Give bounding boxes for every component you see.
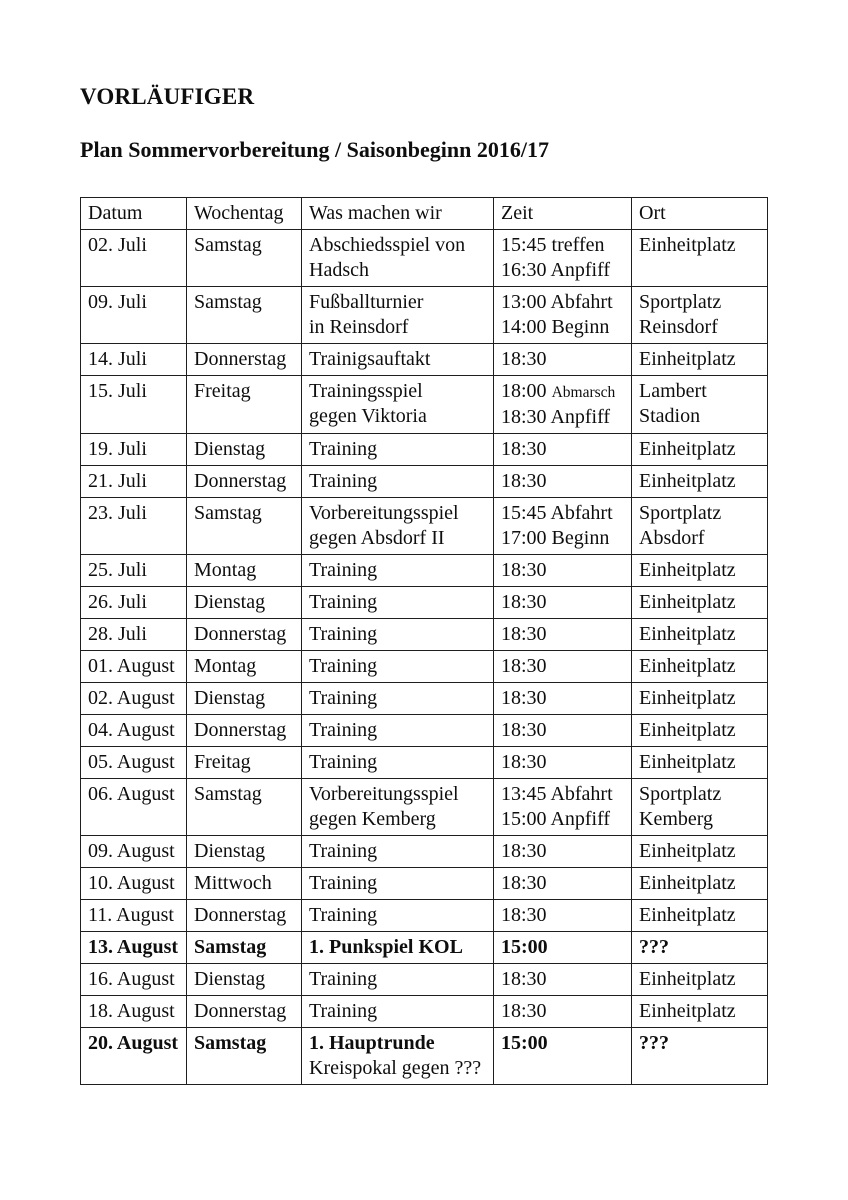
col-header-zeit: Zeit — [494, 198, 632, 230]
table-row — [81, 498, 768, 555]
cell-line: Training — [309, 719, 378, 741]
cell-datum: 09. August — [81, 836, 187, 868]
cell-line: 18:30 — [501, 872, 547, 894]
cell-line: Vorbereitungsspiel — [309, 502, 459, 524]
cell-zeit — [494, 1028, 632, 1085]
table-header-row — [81, 198, 768, 230]
cell-line: Training — [309, 751, 378, 773]
cell-datum: 02. Juli — [81, 230, 187, 287]
cell-datum: 15. Juli — [81, 376, 187, 434]
cell-zeit — [494, 868, 632, 900]
cell-wochentag: Montag — [187, 555, 302, 587]
cell-wochentag: Samstag — [187, 779, 302, 836]
cell-aktion — [302, 498, 494, 555]
table-row — [81, 996, 768, 1028]
cell-line: Einheitplatz — [639, 719, 736, 741]
cell-line: Einheitplatz — [639, 840, 736, 862]
cell-aktion — [302, 1028, 494, 1085]
cell-line: Einheitplatz — [639, 751, 736, 773]
cell-ort — [632, 619, 768, 651]
cell-ort — [632, 587, 768, 619]
cell-ort — [632, 932, 768, 964]
cell-datum: 09. Juli — [81, 287, 187, 344]
cell-wochentag: Donnerstag — [187, 466, 302, 498]
cell-datum: 05. August — [81, 747, 187, 779]
cell-wochentag: Donnerstag — [187, 715, 302, 747]
cell-zeit — [494, 587, 632, 619]
cell-aktion — [302, 779, 494, 836]
cell-zeit — [494, 932, 632, 964]
cell-line: Kreispokal gegen ??? — [309, 1057, 482, 1079]
cell-line: 18:30 — [501, 1000, 547, 1022]
cell-datum: 20. August — [81, 1028, 187, 1085]
cell-wochentag: Samstag — [187, 498, 302, 555]
table-row — [81, 868, 768, 900]
cell-line: 15:00 — [501, 1032, 548, 1054]
cell-aktion — [302, 287, 494, 344]
cell-datum: 16. August — [81, 964, 187, 996]
cell-line: 14:00 Beginn — [501, 316, 610, 338]
cell-datum: 21. Juli — [81, 466, 187, 498]
cell-line: 1. Punkspiel KOL — [309, 936, 463, 958]
cell-aktion — [302, 434, 494, 466]
cell-line: Einheitplatz — [639, 1000, 736, 1022]
cell-ort — [632, 651, 768, 683]
table-row — [81, 587, 768, 619]
cell-aktion — [302, 996, 494, 1028]
cell-aktion — [302, 344, 494, 376]
cell-line: 18:30 — [501, 348, 547, 370]
cell-zeit — [494, 555, 632, 587]
cell-line: Einheitplatz — [639, 904, 736, 926]
cell-wochentag: Donnerstag — [187, 344, 302, 376]
cell-line: ??? — [639, 1032, 669, 1054]
cell-datum: 18. August — [81, 996, 187, 1028]
cell-line: gegen Kemberg — [309, 808, 436, 830]
cell-ort — [632, 344, 768, 376]
cell-text-small: Abmarsch — [551, 384, 616, 401]
cell-line: Einheitplatz — [639, 623, 736, 645]
col-header-ort: Ort — [632, 198, 768, 230]
cell-line: gegen Absdorf II — [309, 527, 445, 549]
table-row — [81, 344, 768, 376]
cell-line: Stadion — [639, 405, 701, 427]
cell-zeit — [494, 836, 632, 868]
cell-wochentag: Dienstag — [187, 434, 302, 466]
cell-line: Hadsch — [309, 259, 369, 281]
cell-datum: 13. August — [81, 932, 187, 964]
cell-text: 18:00 — [501, 380, 552, 402]
cell-aktion — [302, 868, 494, 900]
cell-aktion — [302, 836, 494, 868]
cell-line: Einheitplatz — [639, 470, 736, 492]
cell-ort — [632, 230, 768, 287]
cell-datum: 23. Juli — [81, 498, 187, 555]
cell-line: 15:45 Abfahrt — [501, 502, 613, 524]
cell-line: Abschiedsspiel von — [309, 234, 466, 256]
cell-line: Einheitplatz — [639, 655, 736, 677]
cell-line: 17:00 Beginn — [501, 527, 610, 549]
cell-aktion — [302, 900, 494, 932]
table-row — [81, 683, 768, 715]
cell-ort — [632, 836, 768, 868]
cell-zeit — [494, 747, 632, 779]
cell-line: 18:30 — [501, 904, 547, 926]
cell-zeit — [494, 287, 632, 344]
cell-zeit — [494, 619, 632, 651]
cell-line: Training — [309, 872, 378, 894]
cell-aktion — [302, 555, 494, 587]
cell-line: Training — [309, 655, 378, 677]
cell-line: 18:30 Anpfiff — [501, 406, 611, 428]
table-row — [81, 230, 768, 287]
cell-line: 15:45 treffen — [501, 234, 605, 256]
schedule-table — [80, 197, 768, 1085]
cell-datum: 10. August — [81, 868, 187, 900]
table-row — [81, 619, 768, 651]
cell-datum: 01. August — [81, 651, 187, 683]
cell-line: Training — [309, 559, 378, 581]
cell-line: Sportplatz — [639, 502, 722, 524]
cell-wochentag: Dienstag — [187, 683, 302, 715]
cell-line: Einheitplatz — [639, 968, 736, 990]
cell-wochentag: Freitag — [187, 747, 302, 779]
cell-line: Trainingsspiel — [309, 380, 423, 402]
cell-ort — [632, 376, 768, 434]
cell-line: 18:30 — [501, 559, 547, 581]
cell-line: Einheitplatz — [639, 438, 736, 460]
cell-line: Training — [309, 623, 378, 645]
cell-line: Training — [309, 687, 378, 709]
cell-ort — [632, 555, 768, 587]
document-subtitle: Plan Sommervorbereitung / Saisonbeginn 2016/17 — [80, 137, 549, 162]
cell-line: 18:30 — [501, 719, 547, 741]
cell-ort — [632, 434, 768, 466]
cell-wochentag: Montag — [187, 651, 302, 683]
cell-line: 16:30 Anpfiff — [501, 259, 611, 281]
cell-zeit — [494, 376, 632, 434]
cell-zeit — [494, 779, 632, 836]
cell-wochentag: Dienstag — [187, 964, 302, 996]
cell-ort — [632, 996, 768, 1028]
cell-datum: 19. Juli — [81, 434, 187, 466]
col-header-datum: Datum — [81, 198, 187, 230]
cell-wochentag: Samstag — [187, 230, 302, 287]
cell-wochentag: Samstag — [187, 932, 302, 964]
cell-line: Absdorf — [639, 527, 705, 549]
cell-wochentag: Donnerstag — [187, 619, 302, 651]
cell-line: 18:30 — [501, 623, 547, 645]
cell-ort — [632, 747, 768, 779]
cell-ort — [632, 779, 768, 836]
cell-line: 18:30 — [501, 840, 547, 862]
cell-line: Einheitplatz — [639, 348, 736, 370]
cell-wochentag: Mittwoch — [187, 868, 302, 900]
cell-datum: 02. August — [81, 683, 187, 715]
cell-line: Sportplatz — [639, 783, 722, 805]
table-row — [81, 964, 768, 996]
cell-zeit — [494, 964, 632, 996]
cell-zeit — [494, 683, 632, 715]
table-body — [81, 230, 768, 1085]
cell-wochentag: Donnerstag — [187, 996, 302, 1028]
cell-line: Training — [309, 591, 378, 613]
cell-aktion — [302, 932, 494, 964]
cell-line: Sportplatz — [639, 291, 722, 313]
cell-line: 1. Hauptrunde — [309, 1032, 435, 1054]
cell-datum: 04. August — [81, 715, 187, 747]
cell-line: 15:00 Anpfiff — [501, 808, 611, 830]
cell-zeit — [494, 434, 632, 466]
cell-zeit — [494, 900, 632, 932]
cell-line: 18:30 — [501, 968, 547, 990]
cell-ort — [632, 683, 768, 715]
cell-line: Training — [309, 904, 378, 926]
cell-wochentag: Donnerstag — [187, 900, 302, 932]
cell-datum: 25. Juli — [81, 555, 187, 587]
cell-line: Lambert — [639, 380, 707, 402]
cell-line: Trainigsauftakt — [309, 348, 431, 370]
cell-datum: 06. August — [81, 779, 187, 836]
table-row — [81, 715, 768, 747]
cell-line: 18:30 — [501, 438, 547, 460]
cell-wochentag: Dienstag — [187, 836, 302, 868]
cell-aktion — [302, 715, 494, 747]
cell-zeit — [494, 715, 632, 747]
cell-aktion — [302, 376, 494, 434]
cell-line: Training — [309, 438, 378, 460]
cell-line: 18:30 — [501, 687, 547, 709]
col-header-wochentag: Wochentag — [187, 198, 302, 230]
cell-line: gegen Viktoria — [309, 405, 427, 427]
table-row — [81, 555, 768, 587]
table-row — [81, 1028, 768, 1085]
cell-ort — [632, 715, 768, 747]
cell-line: Einheitplatz — [639, 559, 736, 581]
cell-zeit — [494, 651, 632, 683]
cell-ort — [632, 498, 768, 555]
cell-wochentag: Samstag — [187, 287, 302, 344]
cell-line: Training — [309, 1000, 378, 1022]
table-row — [81, 651, 768, 683]
col-header-aktion: Was machen wir — [302, 198, 494, 230]
table-row — [81, 900, 768, 932]
cell-aktion — [302, 964, 494, 996]
cell-line: Kemberg — [639, 808, 714, 830]
cell-aktion — [302, 230, 494, 287]
table-row — [81, 434, 768, 466]
cell-line: ??? — [639, 936, 669, 958]
cell-zeit — [494, 230, 632, 287]
table-row — [81, 466, 768, 498]
table-row — [81, 287, 768, 344]
cell-line: 15:00 — [501, 936, 548, 958]
cell-line: Reinsdorf — [639, 316, 718, 338]
cell-line: 18:30 — [501, 655, 547, 677]
table-row — [81, 932, 768, 964]
cell-wochentag: Samstag — [187, 1028, 302, 1085]
cell-aktion — [302, 619, 494, 651]
table-header — [81, 198, 768, 230]
cell-datum: 14. Juli — [81, 344, 187, 376]
table-row — [81, 376, 768, 434]
cell-line: Einheitplatz — [639, 687, 736, 709]
cell-line: in Reinsdorf — [309, 316, 409, 338]
document-title: VORLÄUFIGER — [80, 84, 255, 109]
cell-line: Training — [309, 470, 378, 492]
cell-line: Training — [309, 840, 378, 862]
cell-line: Einheitplatz — [639, 591, 736, 613]
cell-line: Training — [309, 968, 378, 990]
cell-line: Einheitplatz — [639, 234, 736, 256]
cell-line: 18:30 — [501, 470, 547, 492]
cell-ort — [632, 900, 768, 932]
cell-line: 13:00 Abfahrt — [501, 291, 613, 313]
cell-ort — [632, 964, 768, 996]
cell-wochentag: Freitag — [187, 376, 302, 434]
cell-line: 18:30 — [501, 591, 547, 613]
cell-aktion — [302, 466, 494, 498]
cell-line — [501, 379, 627, 405]
cell-zeit — [494, 466, 632, 498]
cell-wochentag: Dienstag — [187, 587, 302, 619]
cell-zeit — [494, 344, 632, 376]
cell-line: Fußballturnier — [309, 291, 424, 313]
cell-datum: 26. Juli — [81, 587, 187, 619]
cell-datum: 11. August — [81, 900, 187, 932]
cell-line: Vorbereitungsspiel — [309, 783, 459, 805]
cell-line: 13:45 Abfahrt — [501, 783, 613, 805]
cell-ort — [632, 466, 768, 498]
table-row — [81, 779, 768, 836]
cell-ort — [632, 287, 768, 344]
cell-aktion — [302, 747, 494, 779]
cell-zeit — [494, 996, 632, 1028]
table-row — [81, 747, 768, 779]
cell-line: Einheitplatz — [639, 872, 736, 894]
cell-ort — [632, 868, 768, 900]
cell-zeit — [494, 498, 632, 555]
cell-aktion — [302, 651, 494, 683]
cell-aktion — [302, 683, 494, 715]
cell-line: 18:30 — [501, 751, 547, 773]
cell-datum: 28. Juli — [81, 619, 187, 651]
cell-aktion — [302, 587, 494, 619]
table-row — [81, 836, 768, 868]
cell-ort — [632, 1028, 768, 1085]
